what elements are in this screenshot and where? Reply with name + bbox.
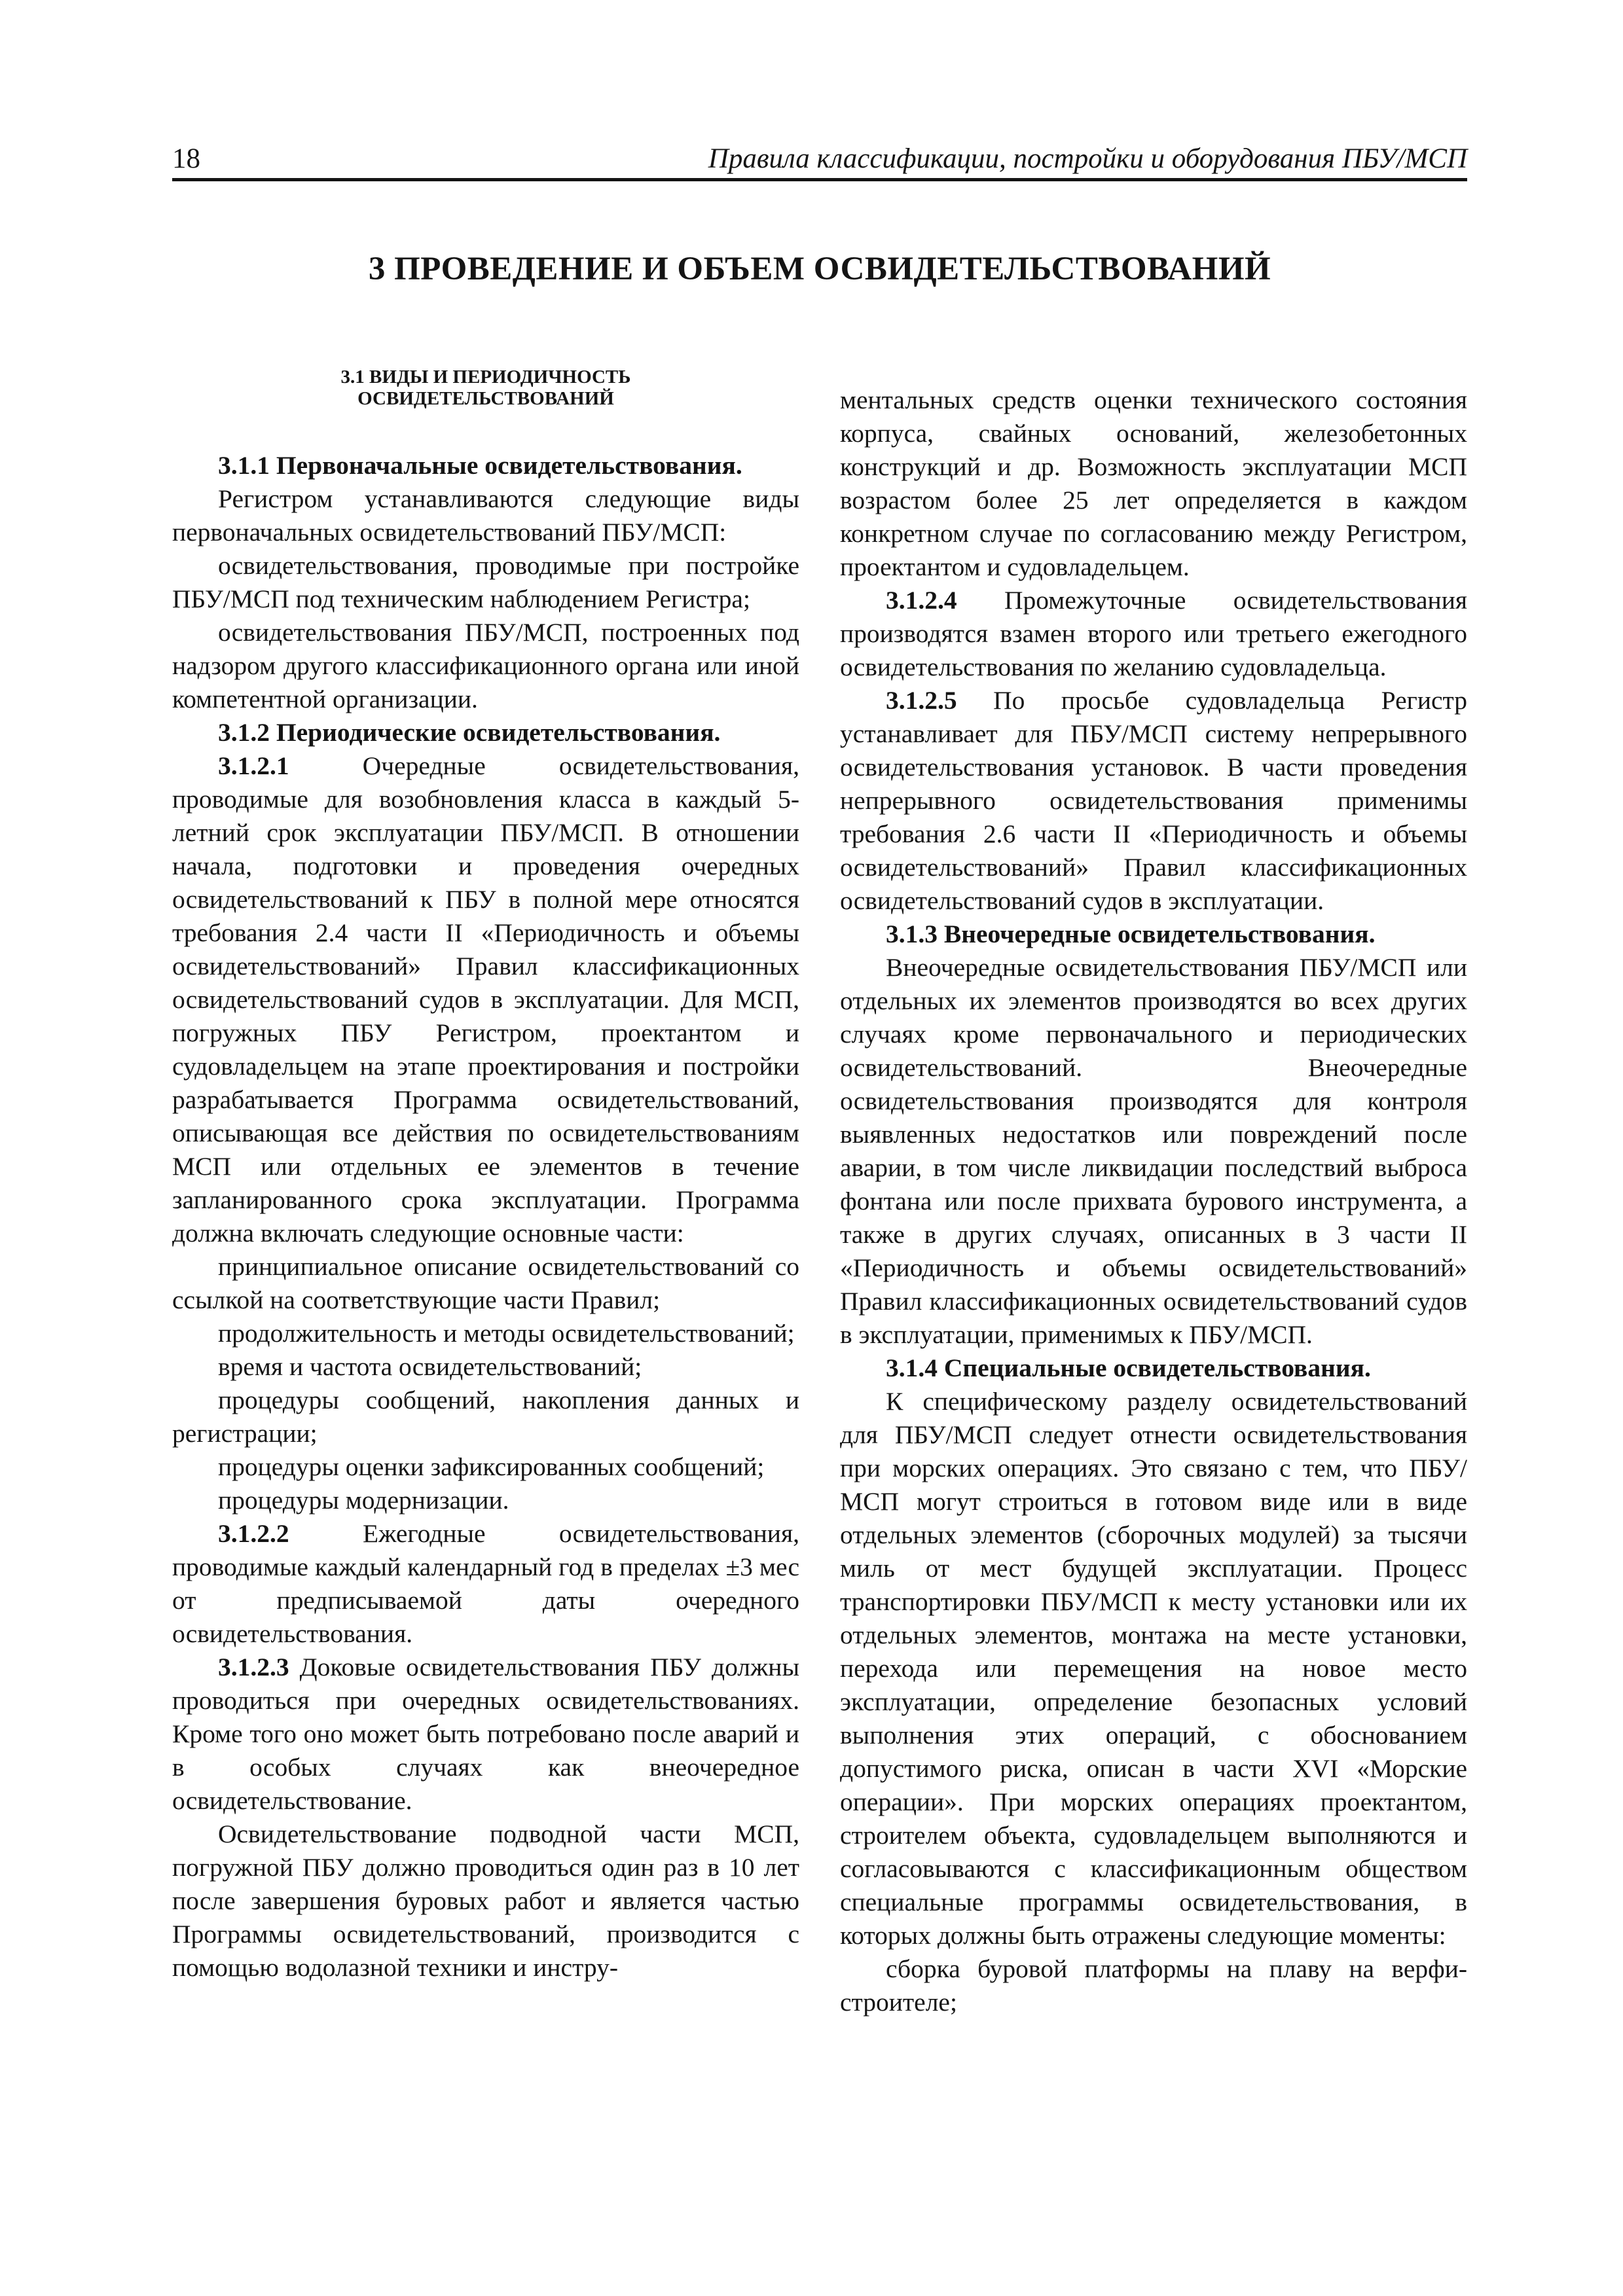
paragraph-text: Доковые освидетельствования ПБУ должны проводиться при очередных освидетельствованиях. Кроме того оно может быть потребовано после аварий и в особых случаях как внеочередное освидетельствование.	[172, 1653, 799, 1815]
paragraph-heading: 3.1.2.2	[218, 1519, 289, 1548]
section-title-line2: ОСВИДЕТЕЛЬСТВОВАНИЙ	[357, 388, 614, 409]
paragraph	[840, 918, 1467, 951]
paragraph	[172, 1484, 799, 1517]
paragraph	[172, 1317, 799, 1350]
paragraph-text: Внеочередные освидетельствования ПБУ/МСП или отдельных их элементов производятся во всех других случаях кроме первоначального и периодических освидетельствований. Внеочередные освидетельствования производятся для контроля выявленных недостатков или повреждений после аварии, в том числе ликвидации последствий выброса фонтана или после прихвата бурового инструмента, а также в других случаях, описанных в 3 части II «Периодичность и объемы освидетельствований» Правил классификационных освидетельствований судов в эксплуатации, применимых к ПБУ/МСП.	[840, 953, 1467, 1349]
paragraph	[172, 1350, 799, 1384]
left-column	[172, 367, 799, 1984]
paragraph	[172, 549, 799, 616]
paragraph-text: освидетельствования ПБУ/МСП, построенных под надзором другого классификационного органа или иной компетентной организации.	[172, 618, 799, 713]
page-number: 18	[172, 143, 200, 174]
right-paragraphs	[840, 384, 1467, 2019]
paragraph-heading: 3.1.2 Периодические освидетельствования.	[218, 718, 721, 747]
paragraph	[840, 1352, 1467, 1385]
header-rule	[172, 178, 1467, 181]
paragraph-heading: 3.1.2.5	[886, 686, 957, 715]
paragraph	[172, 482, 799, 549]
paragraph-heading: 3.1.3 Внеочередные освидетельствования.	[886, 920, 1376, 948]
paragraph	[172, 749, 799, 1250]
paragraph-text: освидетельствования, проводимые при постройке ПБУ/МСП под техническим наблюдением Регистра;	[172, 551, 799, 613]
section-title-line1: 3.1 ВИДЫ И ПЕРИОДИЧНОСТЬ	[340, 367, 631, 387]
paragraph	[172, 1818, 799, 1984]
paragraph	[172, 1651, 799, 1818]
paragraph-text: процедуры сообщений, накопления данных и регистрации;	[172, 1386, 799, 1448]
left-paragraphs	[172, 449, 799, 1984]
paragraph	[840, 1385, 1467, 1952]
chapter-title: 3 ПРОВЕДЕНИЕ И ОБЪЕМ ОСВИДЕТЕЛЬСТВОВАНИЙ	[368, 251, 1271, 287]
paragraph-text: По просьбе судовладельца Регистр устанавливает для ПБУ/МСП систему непрерывного освидетельствования установок. В части проведения непрерывного освидетельствования применимы требования 2.6 части II «Периодичность и объемы освидетельствований» Правил классификационных освидетельствований судов в эксплуатации.	[840, 686, 1467, 915]
paragraph-text: Освидетельствование подводной части МСП, погружной ПБУ должно проводиться один раз в 10 лет после завершения буровых работ и является частью Программы освидетельствований, производится с помощью водолазной техники и инстру-	[172, 1820, 799, 1982]
paragraph	[172, 1450, 799, 1484]
right-column	[840, 384, 1467, 2019]
paragraph-heading: 3.1.2.4	[886, 586, 957, 615]
paragraph	[840, 1952, 1467, 2019]
paragraph	[172, 1384, 799, 1450]
paragraph-text: принципиальное описание освидетельствований со ссылкой на соответствующие части Правил;	[172, 1252, 799, 1314]
paragraph-heading: 3.1.2.3	[218, 1653, 289, 1681]
paragraph-text: Промежуточные освидетельствования производятся взамен второго или третьего ежегодного освидетельствования по желанию судовладельца.	[840, 586, 1467, 681]
paragraph	[840, 584, 1467, 684]
paragraph-text: процедуры модернизации.	[218, 1486, 509, 1515]
paragraph	[840, 951, 1467, 1352]
paragraph-text: Регистром устанавливаются следующие виды первоначальных освидетельствований ПБУ/МСП:	[172, 484, 799, 547]
paragraph-text: время и частота освидетельствований;	[218, 1352, 642, 1381]
paragraph-heading: 3.1.2.1	[218, 751, 289, 780]
paragraph	[172, 449, 799, 482]
paragraph-text: сборка буровой платформы на плаву на верфи-строителе;	[840, 1954, 1467, 2017]
paragraph-text: К специфическому разделу освидетельствований для ПБУ/МСП следует отнести освидетельствования при морских операциях. Это связано с тем, что ПБУ/МСП могут строиться в готовом виде или в виде отдельных элементов (сборочных модулей) за тысячи миль от мест будущей эксплуатации. Процесс транспортировки ПБУ/МСП к месту установки или их отдельных элементов, монтажа на месте установки, перехода или перемещения на новое место эксплуатации, определение безопасных условий выполнения этих операций, с обоснованием допустимого риска, описан в части XVI «Морские операции». При морских операциях проектантом, строителем объекта, судовладельцем выполняются и согласовываются с классификационным обществом специальные программы освидетельствования, в которых должны быть отражены следующие моменты:	[840, 1387, 1467, 1950]
paragraph-text: Ежегодные освидетельствования, проводимые каждый календарный год в пределах ±3 мес от предписываемой даты очередного освидетельствования.	[172, 1519, 799, 1648]
paragraph-text: ментальных средств оценки технического состояния корпуса, свайных оснований, железобетонных конструкций и др. Возможность эксплуатации МСП возрастом более 25 лет определяется в каждом конкретном случае по согласованию между Регистром, проектантом и судовладельцем.	[840, 386, 1467, 581]
paragraph-heading: 3.1.1 Первоначальные освидетельствования.	[218, 451, 742, 480]
paragraph-heading: 3.1.4 Специальные освидетельствования.	[886, 1354, 1371, 1382]
paragraph-text: процедуры оценки зафиксированных сообщений;	[218, 1452, 765, 1481]
paragraph	[172, 616, 799, 716]
paragraph	[840, 384, 1467, 584]
paragraph-text: продолжительность и методы освидетельствований;	[218, 1319, 795, 1348]
paragraph	[172, 1517, 799, 1651]
paragraph	[840, 684, 1467, 918]
paragraph-text: Очередные освидетельствования, проводимые для возобновления класса в каждый 5-летний срок эксплуатации ПБУ/МСП. В отношении начала, подготовки и проведения очередных освидетельствований к ПБУ в полной мере относятся требования 2.4 части II «Периодичность и объемы освидетельствований» Правил классификационных освидетельствований судов в эксплуатации. Для МСП, погружных ПБУ Регистром, проектантом и судовладельцем на этапе проектирования и постройки разрабатывается Программа освидетельствований, описывающая все действия по освидетельствованиям МСП или отдельных ее элементов в течение запланированного срока эксплуатации. Программа должна включать следующие основные части:	[172, 751, 799, 1247]
paragraph	[172, 1250, 799, 1317]
running-title: Правила классификации, постройки и оборудования ПБУ/МСП	[708, 143, 1467, 174]
section-title	[172, 367, 799, 410]
paragraph	[172, 716, 799, 749]
